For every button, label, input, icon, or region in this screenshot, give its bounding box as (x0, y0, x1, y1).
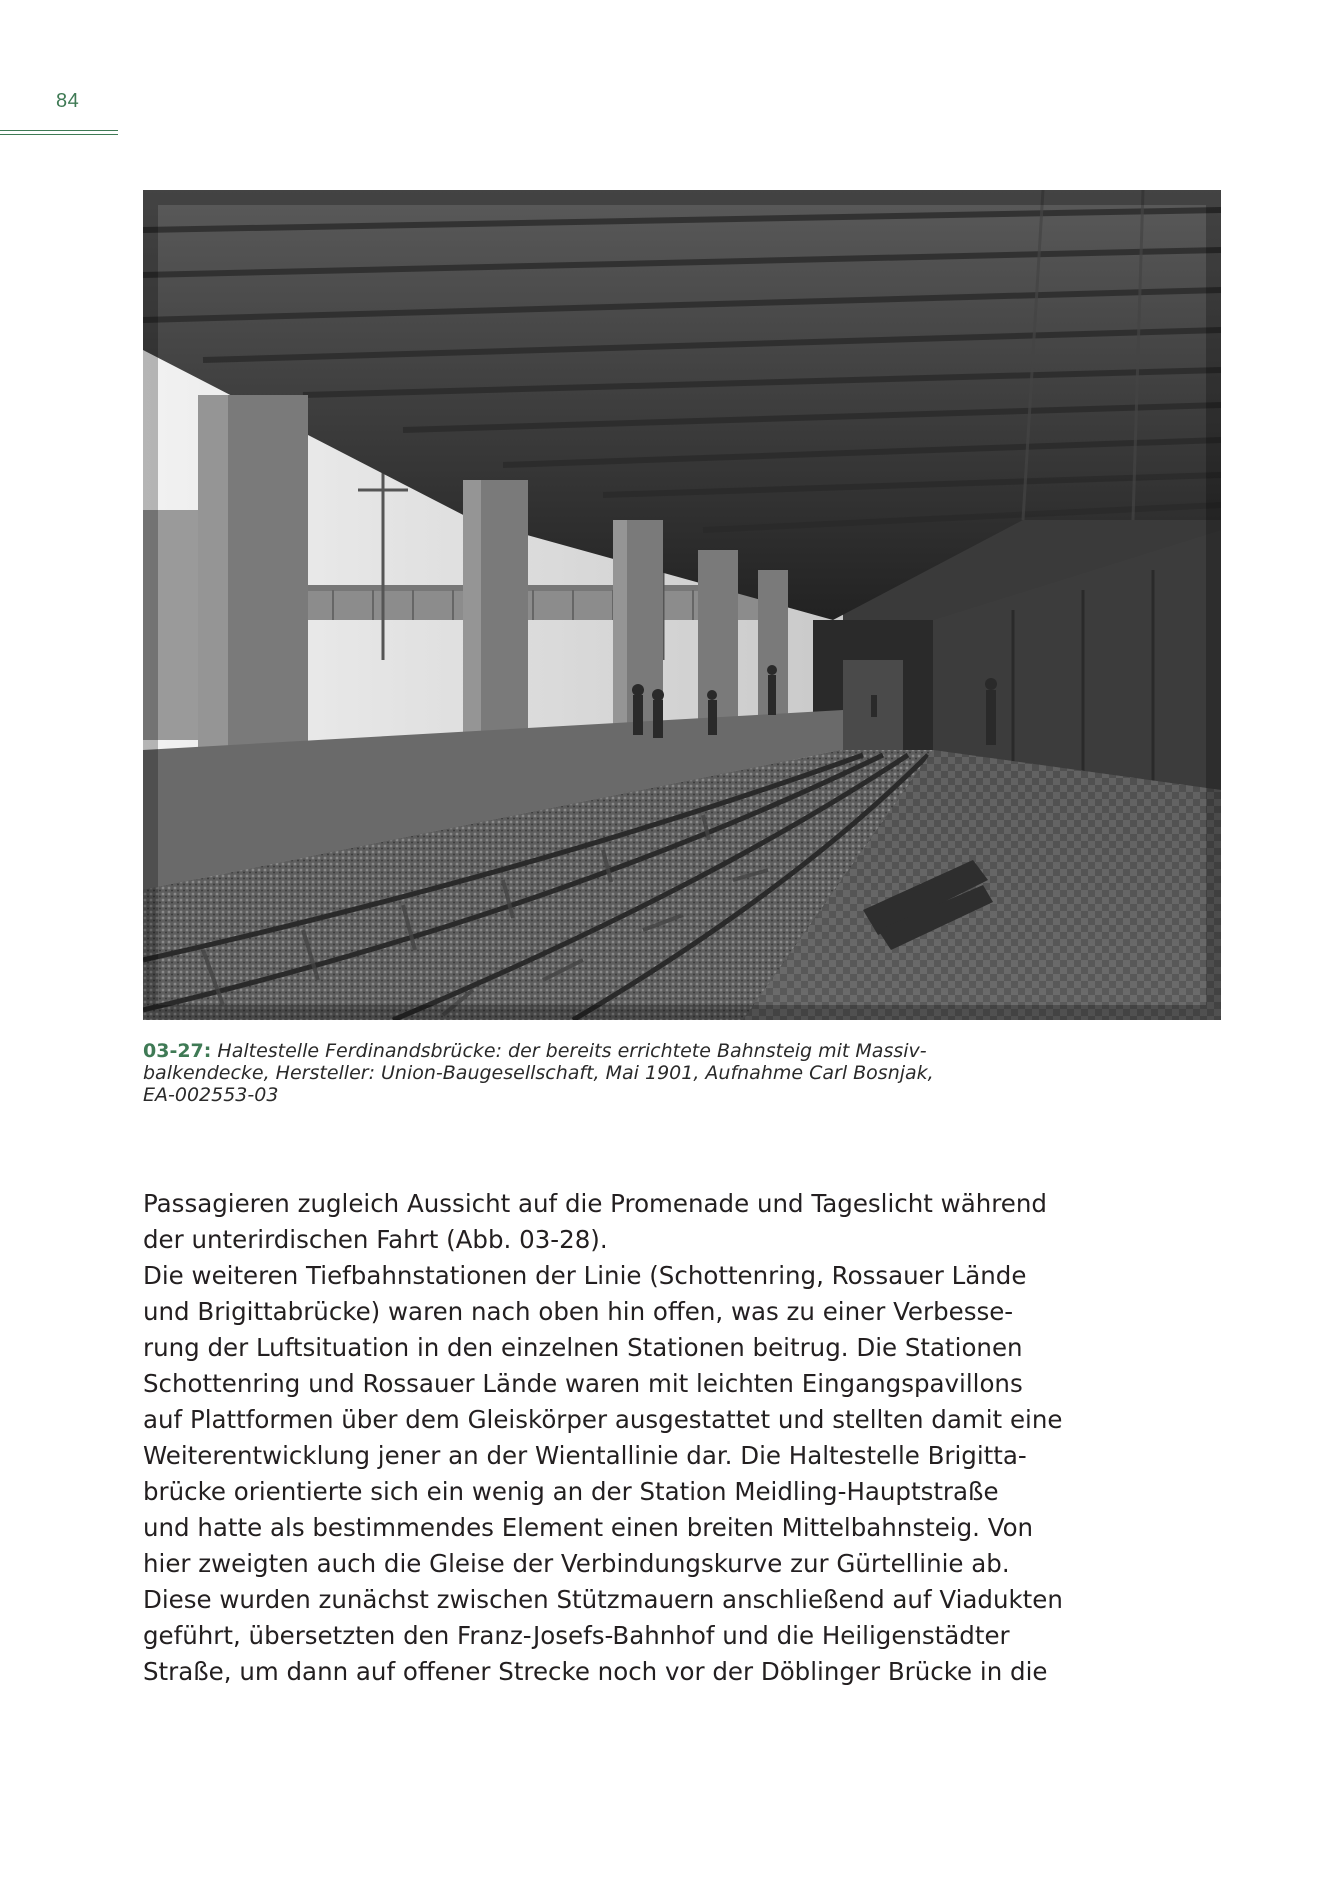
caption-line: balkendecke, Hersteller: Union-Baugesellschaft, Mai 1901, Aufnahme Carl Bosnjak, (143, 1062, 934, 1084)
photo-icon (143, 190, 1221, 1020)
body-line: geführt, übersetzten den Franz-Josefs-Bahnhof und die Heiligenstädter (143, 1621, 1010, 1650)
caption-line: Haltestelle Ferdinandsbrücke: der bereits errichtete Bahnsteig mit Massiv- (217, 1040, 927, 1062)
body-line: rung der Luftsituation in den einzelnen Stationen beitrug. Die Stationen (143, 1333, 1023, 1362)
body-line: Die weiteren Tiefbahnstationen der Linie (Schottenring, Rossauer Lände (143, 1261, 1027, 1290)
body-line: Passagieren zugleich Aussicht auf die Promenade und Tageslicht während (143, 1189, 1047, 1218)
figure-caption (143, 1040, 1023, 1106)
body-line: und hatte als bestimmendes Element einen breiten Mittelbahnsteig. Von (143, 1513, 1034, 1542)
body-paragraph (143, 1186, 1063, 1690)
historic-photo (143, 190, 1221, 1020)
caption-label: 03-27: (143, 1040, 212, 1062)
body-line: auf Plattformen über dem Gleiskörper ausgestattet und stellten damit eine (143, 1405, 1063, 1434)
body-line: und Brigittabrücke) waren nach oben hin offen, was zu einer Verbesse- (143, 1297, 1014, 1326)
body-line: brücke orientierte sich ein wenig an der Station Meidling-Hauptstraße (143, 1477, 999, 1506)
caption-line: EA-002553-03 (143, 1084, 279, 1106)
body-line: der unterirdischen Fahrt (Abb. 03-28). (143, 1225, 608, 1254)
body-line: Weiterentwicklung jener an der Wientallinie dar. Die Haltestelle Brigitta- (143, 1441, 1027, 1470)
body-line: Diese wurden zunächst zwischen Stützmauern anschließend auf Viadukten (143, 1585, 1063, 1614)
body-line: Schottenring und Rossauer Lände waren mit leichten Eingangspavillons (143, 1369, 1023, 1398)
header-rule (0, 130, 118, 131)
page-number: 84 (56, 90, 80, 112)
body-line: hier zweigten auch die Gleise der Verbindungskurve zur Gürtellinie ab. (143, 1549, 1010, 1578)
header-rule (0, 134, 118, 135)
body-line: Straße, um dann auf offener Strecke noch vor der Döblinger Brücke in die (143, 1657, 1048, 1686)
